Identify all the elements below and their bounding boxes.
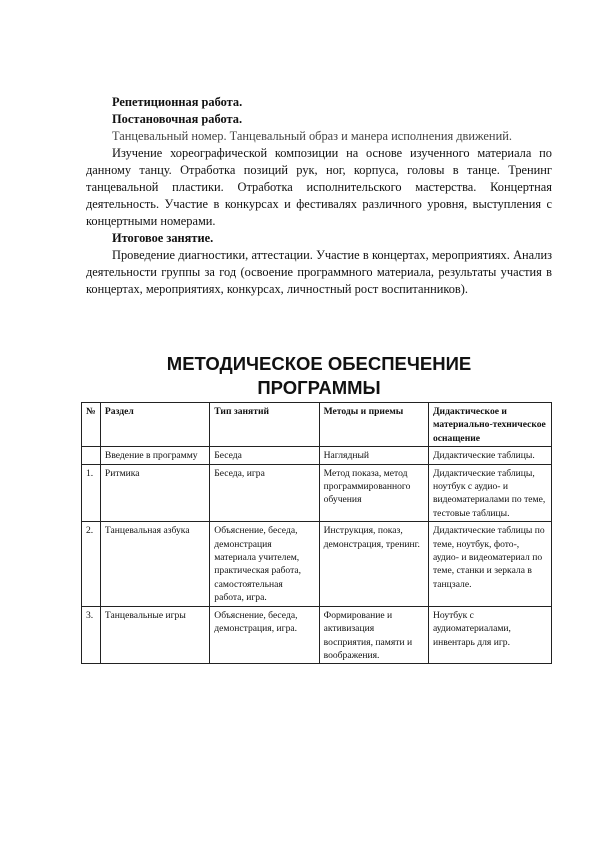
final-lesson-heading: Итоговое занятие.	[112, 231, 214, 245]
section-title-line2: ПРОГРАММЫ	[257, 377, 381, 398]
methods-table	[81, 402, 552, 664]
row-section: Введение в программу	[100, 447, 209, 464]
section-title	[86, 352, 552, 400]
row-section: Ритмика	[100, 464, 209, 522]
row-methods: Инструкция, показ, демонстрация, тренинг.	[319, 522, 428, 606]
row-type: Объяснение, беседа, демонстрация материала учителем, практическая работа, самостоятельная работа, игра.	[210, 522, 319, 606]
row-didactic: Дидактические таблицы.	[428, 447, 551, 464]
row-methods: Наглядный	[319, 447, 428, 464]
header-section: Раздел	[100, 403, 209, 447]
section-title-line1: МЕТОДИЧЕСКОЕ ОБЕСПЕЧЕНИЕ	[166, 353, 472, 374]
header-num: №	[82, 403, 101, 447]
row-didactic: Дидактические таблицы, ноутбук с аудио- и видеоматериалами по теме, тестовые таблицы.	[428, 464, 551, 522]
table-row	[82, 464, 552, 522]
table-row	[82, 447, 552, 464]
header-type: Тип занятий	[210, 403, 319, 447]
row-type: Беседа	[210, 447, 319, 464]
dance-number-paragraph: Танцевальный номер. Танцевальный образ и манера исполнения движений.	[112, 129, 512, 143]
row-methods: Метод показа, метод программированного обучения	[319, 464, 428, 522]
row-section: Танцевальная азбука	[100, 522, 209, 606]
row-num: 1.	[82, 464, 101, 522]
intro-text	[86, 94, 552, 298]
table-row	[82, 606, 552, 664]
choreography-paragraph: Изучение хореографической композиции на основе изученного материала по данному танцу. Отработка позиций рук, ног, корпуса, головы в танце. Тренинг танцевальной пластики. Отработка исполнительского мастерства. Концертная деятельность. Участие в конкурсах и фестивалях различного уровня, выступления с концертными номерами.	[86, 146, 552, 228]
row-section: Танцевальные игры	[100, 606, 209, 664]
table-row	[82, 522, 552, 606]
row-num	[82, 447, 101, 464]
row-num: 3.	[82, 606, 101, 664]
header-methods: Методы и приемы	[319, 403, 428, 447]
table-header-row	[82, 403, 552, 447]
final-lesson-paragraph: Проведение диагностики, аттестации. Участие в концертах, мероприятиях. Анализ деятельности группы за год (освоение программного материала, результаты участия в концертах, мероприятиях, конкурсах, личностный рост воспитанников).	[86, 248, 552, 296]
row-type: Беседа, игра	[210, 464, 319, 522]
staging-heading: Постановочная работа.	[112, 112, 243, 126]
header-didactic: Дидактическое и материально-техническое оснащение	[428, 403, 551, 447]
row-didactic: Ноутбук с аудиоматериалами, инвентарь для игр.	[428, 606, 551, 664]
row-methods: Формирование и активизация восприятия, памяти и воображения.	[319, 606, 428, 664]
row-type: Объяснение, беседа, демонстрация, игра.	[210, 606, 319, 664]
row-num: 2.	[82, 522, 101, 606]
row-didactic: Дидактические таблицы по теме, ноутбук, фото-, аудио- и видеоматериал по теме, станки и зеркала в танцзале.	[428, 522, 551, 606]
rehearsal-heading: Репетиционная работа.	[112, 95, 243, 109]
